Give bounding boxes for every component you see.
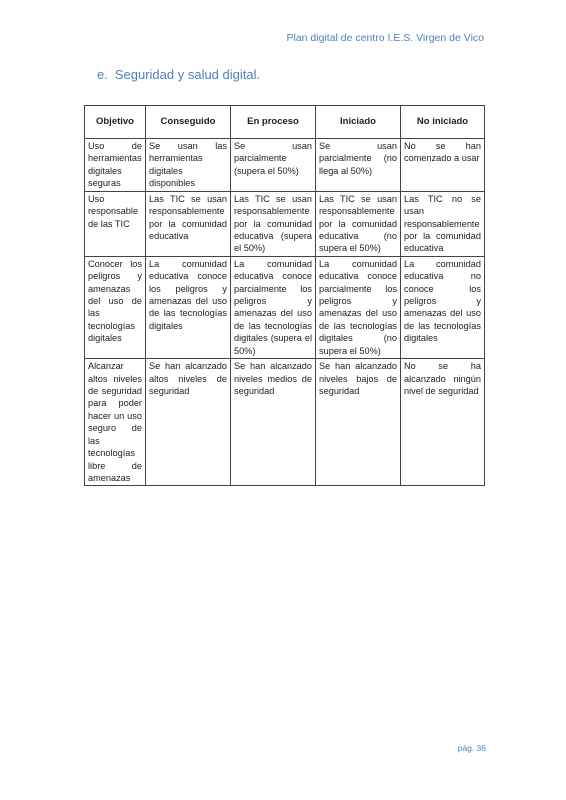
table-cell: Se han alcanzado niveles bajos de seguridad bbox=[316, 359, 401, 486]
table-cell: Se usan parcialmente (supera el 50%) bbox=[231, 139, 316, 192]
table-header-row bbox=[85, 106, 485, 139]
table-cell: La comunidad educativa conoce parcialmente los peligros y amenazas del uso de las tecnologías digitales (no supera el 50%) bbox=[316, 256, 401, 358]
column-header: Objetivo bbox=[85, 106, 146, 139]
table-cell: La comunidad educativa no conoce los peligros y amenazas del uso de las tecnologías digitales bbox=[401, 256, 485, 358]
table-cell: Se usan parcialmente (no llega al 50%) bbox=[316, 139, 401, 192]
table-cell: Las TIC se usan responsablemente por la comunidad educativa bbox=[146, 191, 231, 256]
table-cell: Uso de herramientas digitales seguras bbox=[85, 139, 146, 192]
table-row bbox=[85, 139, 485, 192]
table-cell: La comunidad educativa conoce parcialmente los peligros y amenazas del uso de las tecnologías digitales (supera el 50%) bbox=[231, 256, 316, 358]
table-cell: Conocer los peligros y amenazas del uso de las tecnologías digitales bbox=[85, 256, 146, 358]
table-cell: Uso responsable de las TIC bbox=[85, 191, 146, 256]
table-cell: No se ha alcanzado ningún nivel de seguridad bbox=[401, 359, 485, 486]
table-cell: Las TIC se usan responsablemente por la comunidad educativa (supera el 50%) bbox=[231, 191, 316, 256]
section-title-text: Seguridad y salud digital. bbox=[114, 67, 261, 82]
table-row bbox=[85, 191, 485, 256]
column-header: Conseguido bbox=[146, 106, 231, 139]
page-number: pág. 36 bbox=[457, 743, 486, 753]
table-cell: Se usan las herramientas digitales disponibles bbox=[146, 139, 231, 192]
table-cell: La comunidad educativa conoce los peligros y amenazas del uso de las tecnologías digitales bbox=[146, 256, 231, 358]
table-cell: No se han comenzado a usar bbox=[401, 139, 485, 192]
column-header: Iniciado bbox=[316, 106, 401, 139]
table-cell: Se han alcanzado altos niveles de seguridad bbox=[146, 359, 231, 486]
objectives-table bbox=[84, 105, 485, 486]
section-number: e. bbox=[97, 67, 108, 82]
document-header: Plan digital de centro I.E.S. Virgen de Vico bbox=[286, 32, 484, 44]
table-cell: Se han alcanzado niveles medios de seguridad bbox=[231, 359, 316, 486]
section-heading bbox=[97, 67, 260, 82]
table-cell: Las TIC no se usan responsablemente por la comunidad educativa bbox=[401, 191, 485, 256]
column-header: No iniciado bbox=[401, 106, 485, 139]
table-row bbox=[85, 256, 485, 358]
column-header: En proceso bbox=[231, 106, 316, 139]
table-cell: Alcanzar altos niveles de seguridad para poder hacer un uso seguro de las tecnologías libre de amenazas bbox=[85, 359, 146, 486]
table-cell: Las TIC se usan responsablemente por la comunidad educativa (no supera el 50%) bbox=[316, 191, 401, 256]
table-row bbox=[85, 359, 485, 486]
